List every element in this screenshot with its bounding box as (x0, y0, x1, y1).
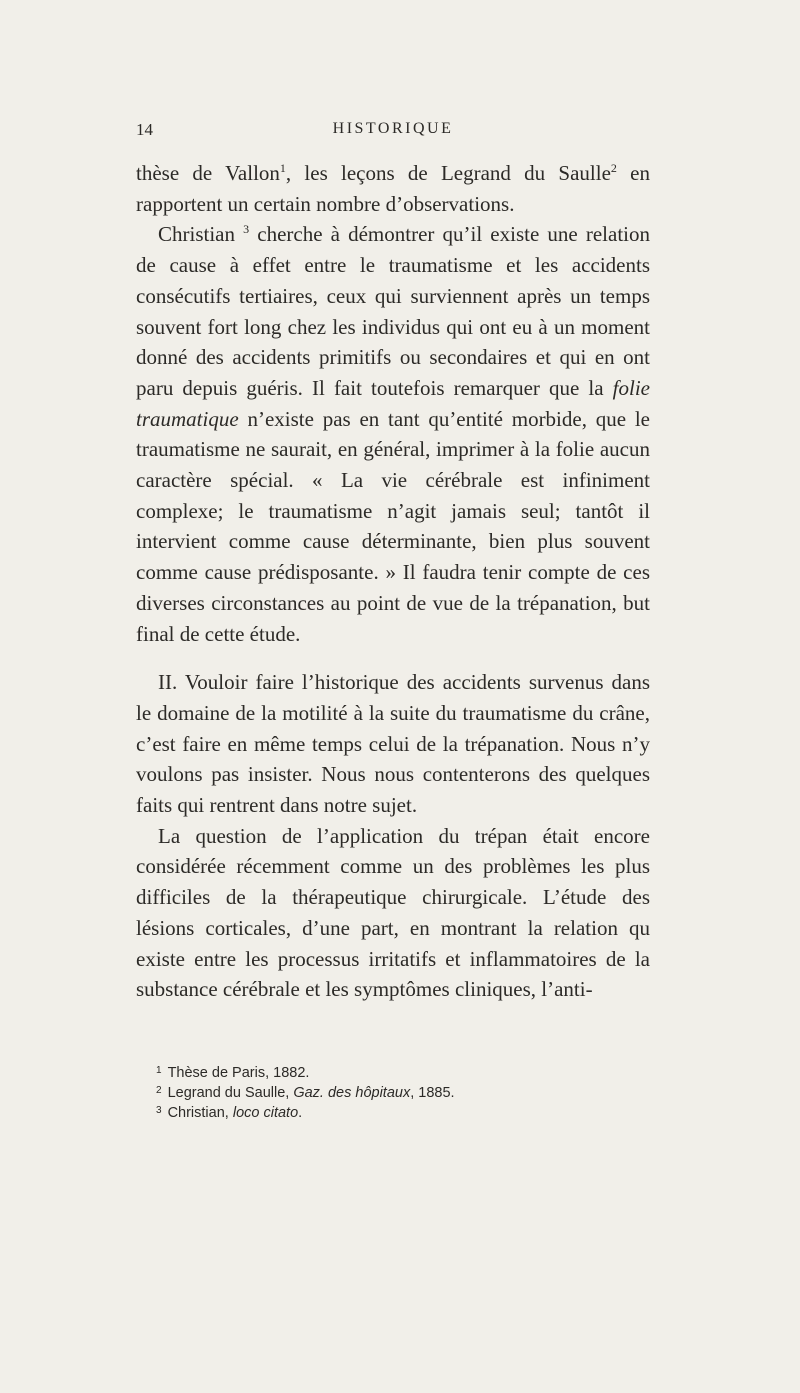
footnote-2 (156, 1083, 650, 1103)
footnote-2-tail: , 1885. (410, 1085, 455, 1101)
footnote-3-italic: loco citato (232, 1105, 299, 1121)
running-head: HISTORIQUE (332, 120, 454, 137)
paragraph-2-italic: folie traumatique (136, 375, 650, 431)
footnote-ref-1: 1 (279, 161, 286, 175)
paragraph-2-text-c: n’existe pas en tant qu’entité morbide, que le traumatisme ne saurait, en général, imprimer à la folie aucun caractère spécial. « La vie cérébrale est infiniment complexe; le traumatisme n’agit jamais seul; tantôt il intervient comme cause déterminante, bien plus souvent comme cause prédisposante. » Il faudra tenir compte de ces diverses circonstances au point de vue de la trépanation, but final de cette étude. (136, 406, 650, 646)
paragraph-1 (136, 158, 650, 219)
footnote-1 (156, 1063, 650, 1083)
paragraph-2-text-b: cherche à démontrer qu’il existe une relation de cause à effet entre le traumatisme et les accidents consécutifs tertiaires, ceux qui surviennent après un temps souvent fort long chez les individus qui ont eu à un moment donné des accidents primitifs ou secondaires et qui en ont paru depuis guéris. Il fait toutefois remarquer que la (136, 222, 650, 400)
footnote-3-marker: 3 (156, 1105, 162, 1116)
footnote-2-marker: 2 (156, 1085, 162, 1096)
footnote-ref-3: 3 (243, 222, 250, 237)
paragraph-2-text-a: Christian (158, 222, 244, 247)
paragraph-1-text-b: , les leçons de Legrand du Saulle (285, 161, 611, 185)
footnote-2-text: Legrand du Saulle, (167, 1085, 294, 1101)
paragraph-4: La question de l’application du trépan était encore considérée récemment comme un des problèmes les plus difficiles de la thérapeutique chirurgicale. L’étude des lésions corticales, d’une part, en montrant la relation qu existe entre les processus irritatifs et inflammatoires de la substance cérébrale et les symptômes cliniques, l’anti- (136, 823, 650, 1002)
footnote-3-tail: . (298, 1105, 303, 1121)
paragraph-2 (136, 219, 650, 649)
page-header (136, 120, 650, 144)
page-number: 14 (136, 120, 153, 139)
footnote-2-italic: Gaz. des hôpitaux (293, 1085, 411, 1101)
footnote-1-text: Thèse de Paris, 1882. (167, 1065, 310, 1081)
footnotes (136, 1063, 650, 1123)
paragraph-1-text-c: en rapportent un certain nombre d’observations. (136, 161, 650, 216)
footnote-3-text: Christian, (167, 1105, 233, 1121)
footnote-1-marker: 1 (156, 1065, 162, 1076)
paragraph-1-text-a: thèse de Vallon (136, 161, 280, 185)
footnote-3 (156, 1103, 650, 1123)
paragraph-3: II. Vouloir faire l’historique des accidents survenus dans le domaine de la motilité à la suite du traumatisme du crâne, c’est faire en même temps celui de la trépanation. Nous n’y voulons pas insister. Nous nous contenterons des quelques faits qui rentrent dans notre sujet. (136, 670, 650, 818)
footnote-ref-2: 2 (610, 161, 617, 175)
body-text (136, 158, 650, 1005)
